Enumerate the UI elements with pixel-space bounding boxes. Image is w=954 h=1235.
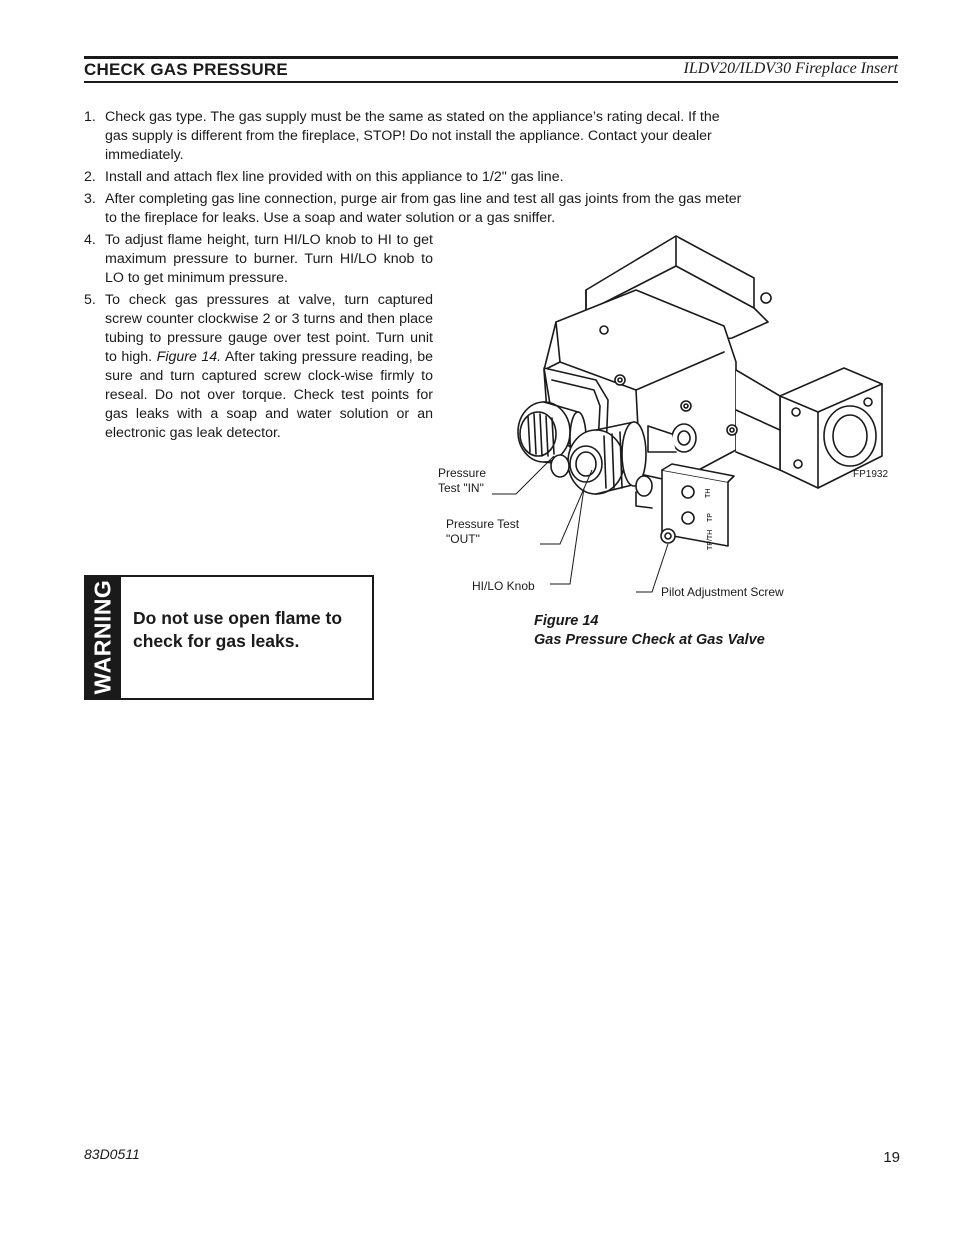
header-rule-bottom	[84, 81, 898, 83]
pressure-test-in-fitting	[551, 455, 569, 477]
warning-band	[86, 577, 121, 698]
terminal-label-th: TH	[705, 488, 712, 498]
gas-valve-illustration	[436, 230, 898, 610]
figure-caption	[534, 612, 765, 650]
instruction-step	[84, 291, 433, 443]
instruction-step	[84, 190, 746, 228]
document-code: 83D0511	[84, 1146, 140, 1162]
step-number: 2.	[84, 169, 96, 185]
header-rule-top	[84, 56, 898, 59]
figure-reference: Figure 14.	[156, 349, 222, 365]
warning-box	[84, 575, 374, 700]
label-pressure-in-line2: Test "IN"	[438, 481, 484, 495]
terminal-label-tpth: TP/TH	[707, 529, 714, 550]
step-number: 4.	[84, 232, 96, 248]
step-text: To adjust flame height, turn HI/LO knob to HI to get maximum pressure to burner. Turn HI/LO knob to LO to get minimum pressure.	[105, 232, 433, 286]
terminal-label-tp: TP	[707, 513, 714, 522]
label-pressure-out	[446, 517, 519, 547]
product-subtitle: ILDV20/ILDV30 Fireplace Insert	[683, 60, 898, 77]
figure-code: FP1932	[853, 469, 889, 480]
instruction-step	[84, 108, 746, 165]
warning-label: WARNING	[89, 579, 116, 695]
label-pressure-in	[438, 466, 486, 496]
step-number: 3.	[84, 191, 96, 207]
warning-text: Do not use open flame to check for gas leaks.	[133, 608, 343, 651]
step-text: Check gas type. The gas supply must be the same as stated on the appliance’s rating decal. If the gas supply is different from the fireplace, STOP! Do not install the appliance. Contact your dealer immediately.	[105, 109, 720, 163]
leader-hilo	[550, 488, 584, 584]
section-title: CHECK GAS PRESSURE	[84, 60, 288, 79]
step-text: Install and attach flex line provided with on this appliance to 1/2" gas line.	[105, 169, 564, 185]
step-text: After completing gas line connection, purge air from gas line and test all gas joints from the gas meter to the fireplace for leaks. Use a soap and water solution or a gas sniffer.	[105, 191, 742, 226]
terminal-block	[661, 464, 734, 546]
label-pilot-adjustment: Pilot Adjustment Screw	[661, 585, 784, 599]
step-number: 1.	[84, 109, 96, 125]
step-text-continued: After taking pressure reading, be sure and turn captured screw clock-wise firmly to reseal. Do not over torque. Check test points for gas leaks with a soap and water solution or an electronic gas leak detector.	[105, 349, 433, 441]
step-number: 5.	[84, 292, 96, 308]
instruction-step	[84, 168, 746, 187]
label-hilo-knob: HI/LO Knob	[472, 579, 535, 593]
page-number: 19	[883, 1149, 900, 1166]
figure-caption-number: Figure 14	[534, 613, 599, 629]
instruction-step	[84, 231, 433, 288]
label-pressure-out-line2: "OUT"	[446, 532, 480, 546]
figure-caption-title: Gas Pressure Check at Gas Valve	[534, 632, 765, 648]
label-pressure-out-line1: Pressure Test	[446, 517, 520, 531]
label-pressure-in-line1: Pressure	[438, 466, 487, 480]
step-text: To check gas pressures at valve, turn captured screw counter clockwise 2 or 3 turns and then place tubing to pressure gauge over test point. Turn unit to high.	[105, 292, 433, 365]
